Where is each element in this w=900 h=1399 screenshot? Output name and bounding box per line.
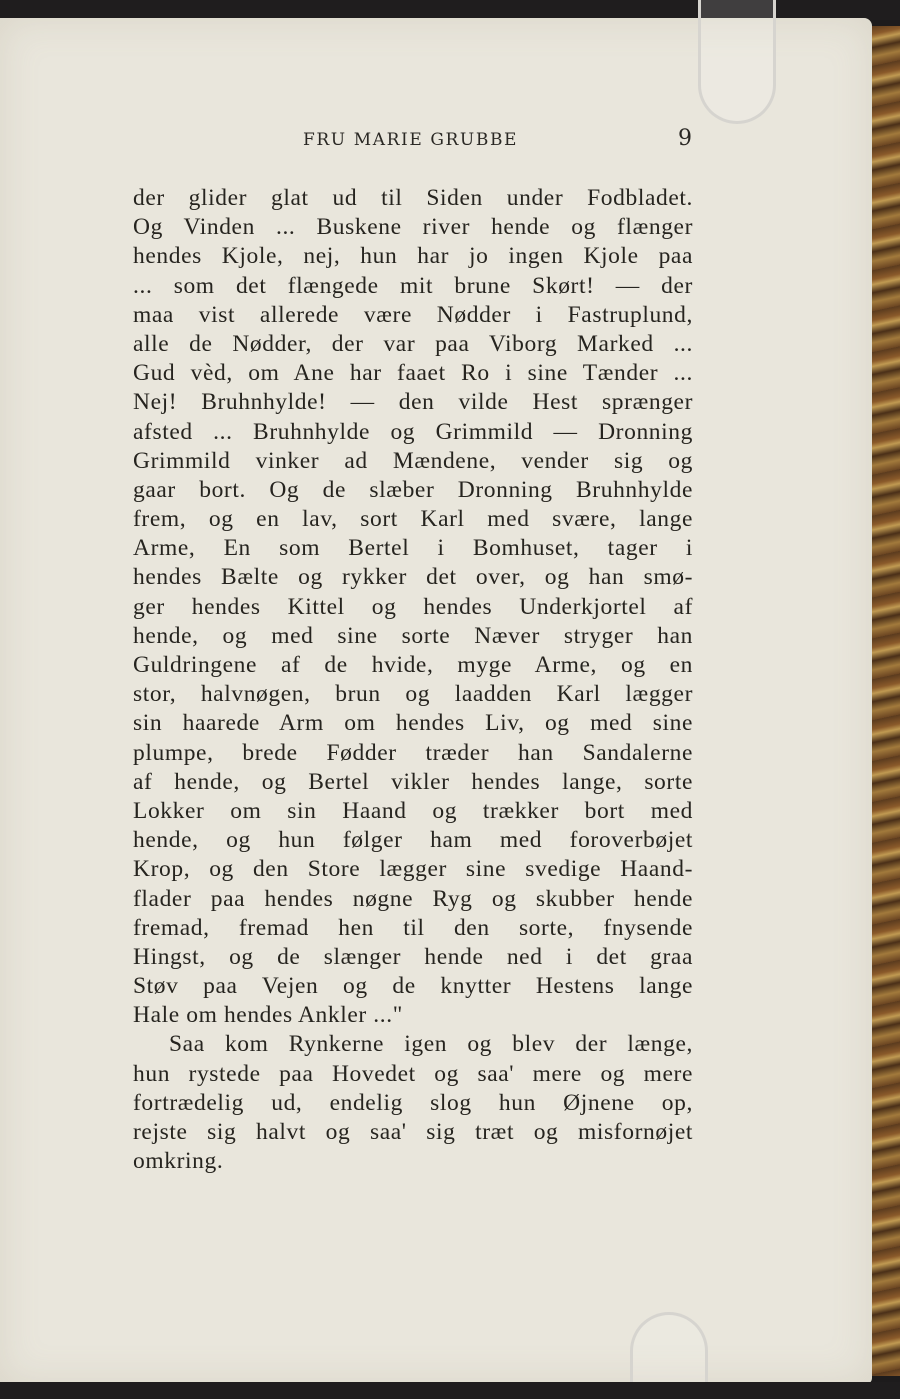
text-line: hende, og hun følger ham med foroverbøjet — [133, 827, 693, 854]
text-line: hun rystede paa Hovedet og saa' mere og mere — [133, 1060, 693, 1087]
text-line: fortrædelig ud, endelig slog hun Øjnene op, — [133, 1089, 693, 1116]
page-clip-top — [698, 0, 776, 124]
text-line: der glider glat ud til Siden under Fodbladet. — [133, 185, 693, 211]
text-line: ger hendes Kittel og hendes Underkjortel af — [133, 593, 693, 620]
text-line: frem, og en lav, sort Karl med svære, lange — [133, 506, 693, 533]
text-line: rejste sig halvt og saa' sig træt og misfornøjet — [133, 1119, 693, 1145]
paragraph-first-line: Saa kom Rynkerne igen og blev der længe, — [169, 1031, 693, 1058]
text-line: Guldringene af de hvide, myge Arme, og en — [133, 652, 693, 678]
text-line: hende, og med sine sorte Næver stryger han — [133, 622, 693, 649]
page-clip-bottom — [630, 1312, 708, 1392]
text-line: Lokker om sin Haand og trækker bort med — [133, 797, 693, 824]
text-line: stor, halvnøgen, brun og laadden Karl lægger — [133, 681, 693, 708]
text-line: plumpe, brede Fødder træder han Sandalerne — [133, 739, 693, 766]
text-line: Krop, og den Store lægger sine svedige Haand- — [133, 856, 693, 883]
text-line: hendes Kjole, nej, hun har jo ingen Kjole paa — [133, 243, 693, 270]
scan-bottom-edge — [0, 1382, 900, 1399]
text-line: Grimmild vinker ad Mændene, vender sig og — [133, 447, 693, 474]
text-line: hendes Bælte og rykker det over, og han smø- — [133, 564, 693, 591]
text-line: Støv paa Vejen og de knytter Hestens lange — [133, 973, 693, 1000]
text-line: maa vist allerede være Nødder i Fastruplund, — [133, 301, 693, 328]
text-line: Nej! Bruhnhylde! — den vilde Hest sprænger — [133, 389, 693, 416]
text-line: af hende, og Bertel vikler hendes lange, sorte — [133, 768, 693, 795]
text-line: sin haarede Arm om hendes Liv, og med sine — [133, 710, 693, 737]
text-line: ... som det flængede mit brune Skørt! — der — [133, 272, 693, 299]
text-line: gaar bort. Og de slæber Dronning Bruhnhylde — [133, 476, 693, 503]
body-text — [133, 184, 693, 1176]
text-line: fremad, fremad hen til den sorte, fnysende — [133, 914, 693, 941]
paragraph-end-line: Hale om hendes Ankler ..." — [133, 1002, 403, 1029]
paragraph-end-line: omkring. — [133, 1148, 224, 1175]
text-line: Gud vèd, om Ane har faaet Ro i sine Tænder ... — [133, 360, 693, 387]
page-number: 9 — [678, 126, 692, 151]
running-head: FRU MARIE GRUBBE — [303, 130, 519, 150]
text-line: Hingst, og de slænger hende ned i det graa — [133, 943, 693, 970]
text-line: Arme, En som Bertel i Bomhuset, tager i — [133, 535, 693, 562]
text-line: afsted ... Bruhnhylde og Grimmild — Dronning — [133, 418, 693, 445]
text-line: alle de Nødder, der var paa Viborg Marked ... — [133, 330, 693, 357]
text-line: flader paa hendes nøgne Ryg og skubber hende — [133, 885, 693, 912]
text-line: Og Vinden ... Buskene river hende og flænger — [133, 214, 693, 241]
